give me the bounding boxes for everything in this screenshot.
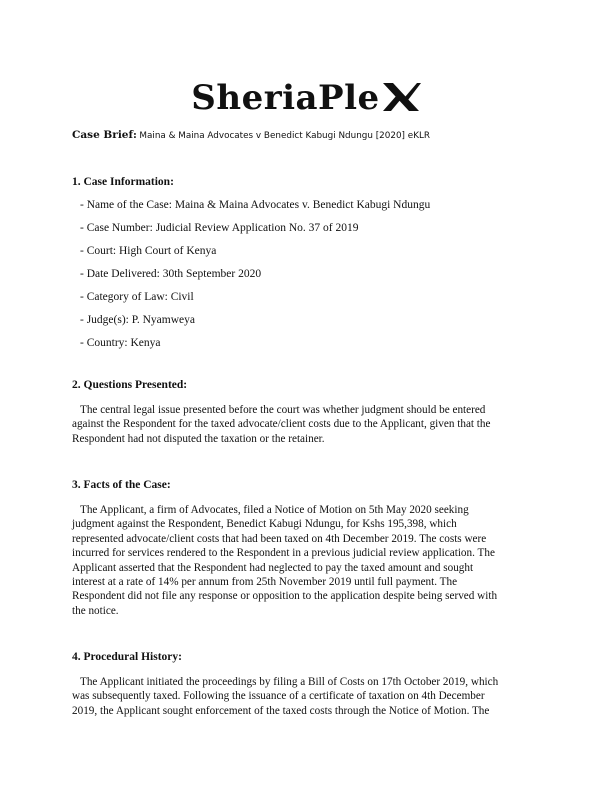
list-item: - Country: Kenya xyxy=(80,337,161,349)
sheriaplex-logo xyxy=(0,78,612,118)
list-item: - Name of the Case: Maina & Maina Advocates v. Benedict Kabugi Ndungu xyxy=(80,199,431,211)
procedural-history-paragraph xyxy=(72,675,542,718)
logo-x-mark-icon xyxy=(381,81,421,113)
list-item: - Case Number: Judicial Review Application No. 37 of 2019 xyxy=(80,222,359,234)
paragraph-line: Applicant asserted that the Respondent had neglected to pay the taxed amount and sought xyxy=(72,561,474,574)
case-brief-line xyxy=(72,129,430,141)
paragraph-line: The central legal issue presented before the court was whether judgment should be entered xyxy=(80,404,486,416)
paragraph-line: incurred for services rendered to the Respondent in a previous judicial review application. The xyxy=(72,547,495,560)
paragraph-line: The Applicant initiated the proceedings by filing a Bill of Costs on 17th October 2019, which xyxy=(80,676,499,688)
paragraph-line: 2019, the Applicant sought enforcement of the taxed costs through the Notice of Motion. The xyxy=(72,704,490,717)
list-item: - Judge(s): P. Nyamweya xyxy=(80,314,195,326)
list-item: - Court: High Court of Kenya xyxy=(80,245,217,257)
paragraph-line: represented advocate/client costs that had been taxed on 4th December 2019. The costs were xyxy=(72,532,487,545)
logo-text: SheriaPle xyxy=(191,78,380,118)
section-heading-facts: 3. Facts of the Case: xyxy=(72,479,171,491)
list-item: - Category of Law: Civil xyxy=(80,291,194,303)
case-brief-label: Case Brief: xyxy=(72,129,137,141)
questions-presented-paragraph xyxy=(72,403,542,446)
paragraph-line: The Applicant, a firm of Advocates, filed a Notice of Motion on 5th May 2020 seeking xyxy=(80,504,469,516)
paragraph-line: Respondent had not disputed the taxation or the retainer. xyxy=(72,432,325,445)
facts-paragraph xyxy=(72,503,542,618)
section-heading-case-information: 1. Case Information: xyxy=(72,176,174,188)
case-brief-title: Maina & Maina Advocates v Benedict Kabugi Ndungu [2020] eKLR xyxy=(139,131,430,141)
section-heading-procedural-history: 4. Procedural History: xyxy=(72,651,182,663)
paragraph-line: judgment against the Respondent, Benedict Kabugi Ndungu, for Kshs 195,398, which xyxy=(72,518,457,531)
section-heading-questions-presented: 2. Questions Presented: xyxy=(72,379,188,391)
paragraph-line: was subsequently taxed. Following the issuance of a certificate of taxation on 4th December xyxy=(72,690,485,703)
paragraph-line: Respondent did not file any response or opposition to the application despite being served with xyxy=(72,590,498,603)
paragraph-line: the notice. xyxy=(72,604,119,617)
paragraph-line: against the Respondent for the taxed advocate/client costs due to the Applicant, given that the xyxy=(72,418,491,431)
paragraph-line: interest at a rate of 14% per annum from 25th November 2019 until full payment. The xyxy=(72,576,458,589)
list-item: - Date Delivered: 30th September 2020 xyxy=(80,268,262,280)
